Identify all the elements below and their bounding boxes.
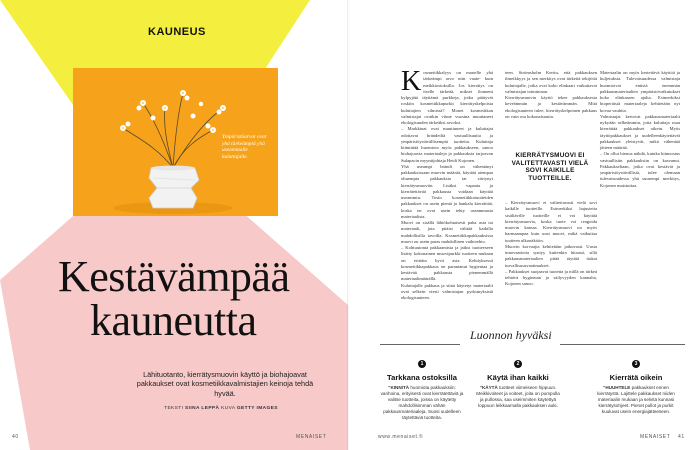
- article-title: [58, 252, 328, 345]
- tip-lead: “KINNITÄ: [388, 385, 410, 390]
- paragraph: Kierrätysmuovin käyttö tekee pakkauksesta keveämmän ja kestävämmän. Mitä ekologisuuteen tulee, kierrätyskelpoinen pakkaus on vain osa kokonaisuutta.: [505, 95, 597, 119]
- tip-2: [474, 352, 562, 409]
- paragraph: Valmistajat kertovat pakkausmateriaalit nykyään selkeämmin, jotta kuluttaja osaa kierrättää pakkaukset oikein. Myös täyttöpakkaukset ja uudelleenkäytettävät pakkaukset yleistyvät, mikä vähentää jätteen määrää.: [600, 113, 680, 150]
- page-number-left: 40: [12, 434, 19, 440]
- photo-caption: Ympäristöarvot ovat yhä tärkeämpiä yhä useammalle kuluttajalle.: [222, 134, 267, 160]
- tip-title: Tarkkana ostoksilla: [387, 373, 457, 382]
- article-column-1: [401, 66, 493, 301]
- byline: [116, 406, 326, 411]
- paragraph: Muovi on sisällä lähtökohtaisesti paha asia tai materiaali, jota pitäisi välttää kaikilla mahdollisilla tavoilla. Kosmetiikkapakkauksissa muovi on usein paras mahdollinen vaihtoehto.: [401, 220, 493, 244]
- paragraph: – On ollut hienoa nähdä, kuinka kiinnostus vastuullisiin pakkauksiin on kasvanut. Pakkaukseltaan, jotka ovat kestäviä ja ympäristöystävällisiä, tulee olemaan tulevaisuudessa yhä suurempi merkitys, Kojonen muistuttaa.: [600, 151, 680, 188]
- paragraph: Kuluttajalle pakkaus ja siinä käytetyt materiaalit ovat selkein viesti valmistajan pyrkimyksistä ekologisuuteen.: [401, 282, 493, 300]
- paragraph: – Kierrätysmuovi ei valitettavasti vielä sovi kaikille tuotteille. Esimerkiksi hajusteita sisältäville tuotteille ei voi käyttää kierrätysmuovia, koska tuote voi reagoida muovin kanssa. Kierrätysmuovi on myös harmaampaa kuin uusi muovi, mikä vaikuttaa tuotteen ulkonäköön.: [505, 200, 597, 243]
- hero-photo: [73, 68, 278, 216]
- article-column-2-top: [505, 70, 597, 120]
- page-gutter: [347, 0, 349, 450]
- tip-number: 2: [514, 360, 522, 368]
- paragraph: – Pakkaukset suojaavat tuotetta ja niillä on tärkeä tehtävä hygienian ja säilyvyyden kannalta, Kojonen sanoo.: [505, 268, 597, 287]
- paragraph: Materiaalin on myös kestettävä käyttöä ja kuljetuksia. Tulevaisuudessa valmistaja huomioivat entistä enemmän pakkausmateriaalien ympäristövaikutukset koko elinkaaren ajalta. Esimerkiksi bioperäisiä materiaaleja kehitetään nyt kovaa vauhtia.: [600, 70, 680, 113]
- paragraph: Muovin korvaajia kehitetään jatkuvasti. Uusia innovaatioita syntyy kuitenkin hitaasti, sillä pakkausmateriaalien pitää täyttää tiukat turvallisuusvaatimukset.: [505, 243, 597, 268]
- paragraph: – Markkinat ovat muuttuneet ja kuluttajat odottavat brändeiltä vastuullisuutta ja ympäristöystävällisempiä tuotteita. Kuluttaja kiinnittää huomiota myös pakkaukseen, sanoo biohajoavia materiaaleja ja pakkauksia tarjoavan Sulapacin myyntijohtaja Heidi Kojonen.: [401, 126, 493, 163]
- folio-right-url: www.menaiset.fi: [378, 434, 424, 440]
- drop-cap: K: [401, 66, 422, 97]
- section-label: KAUNEUS: [148, 26, 206, 38]
- byline-photo-credit: GETTY IMAGES: [236, 406, 278, 411]
- byline-text-label: TEKSTI: [164, 406, 184, 411]
- article-column-3: [600, 70, 680, 189]
- folio-left-magazine: MENAISET: [296, 434, 327, 440]
- byline-author: SIINA LEPPÄ: [185, 406, 220, 411]
- tip-lead: “HUUHTELE: [603, 385, 631, 390]
- tip-body: [474, 385, 562, 409]
- tip-text: pakkaukset ennen kierrätystä. Lajittele pakkaukset niiden materiaalin mukaan ja selvitä kunnasi kierrätysohjeet. Pienet pullot ja purkit kuuluvat usein energiajätteeseen.: [597, 385, 675, 414]
- tip-1: [378, 352, 466, 421]
- box-divider-left: [380, 344, 460, 345]
- pull-quote: KIERRÄTYSMUOVI EI VALITETTAVASTI VIELÄ SOVI KAIKILLE TUOTTEILLE.: [511, 152, 589, 183]
- article-column-2-bottom: [505, 200, 597, 288]
- tip-body: [592, 385, 680, 415]
- folio-right-magazine: MENAISET: [640, 434, 671, 440]
- tip-3: [592, 352, 680, 415]
- byline-photo-label: KUVA: [221, 406, 236, 411]
- tip-text: huomiota pakkauksiin: vanhoina, erityisesti ovat kierrätettäviä ja valitse tuotteita, joissa on käytetty mahdollisimman vähän pakkausmateriaaleja. Suosi uudelleen täytettäviä tuotteita.: [380, 385, 464, 420]
- article-lede: Lähituotanto, kierrätysmuovin käyttö ja biohajoavat pakkaukset ovat kosmetiikkavalmistajien keinoja tehdä hyvää.: [136, 370, 314, 398]
- paragraph: – Kohtuutonta pakkaamista ja jaiksi tuotteeseen lisätty kokonainen muovipurkki tuotteen mukaan on erittäin hyvä asia. Kehityksessä kosmetiikkapakkaus on parantanut hygieniaa ja kestävää pakkausta pienemmällä materiaalimäärällä.: [401, 245, 493, 282]
- tip-text: tuotteet viimeiseen hippuun. Meikkivoiteet ja voiteet, joita on pumpulla ja pullossa, saa useimmiten käytettyä loppuun leikkaamalla pakkauksen auki.: [476, 385, 560, 408]
- title-line-2: kauneutta: [90, 296, 257, 345]
- tip-lead: “KÄYTÄ: [479, 385, 498, 390]
- box-divider-right: [560, 344, 685, 345]
- tip-number: 1: [418, 360, 426, 368]
- tip-title: Käytä ihan kaikki: [487, 373, 549, 382]
- paragraph: osmetiikkalyys on monelle yhä tärkeämpi arvo niin vaate- kuin meikkiostoksilla. Jos kierrätys on itselle tärkeää, miksei ilonneni kylpyjätä täyttämä purkkeja, jotka päätyvät roskiin kosmetiikkapurkit kierrätyskelpoisia kuluttajien silmissä? Monet kosmetiikan valmistajat ovatkin viime vuosina muuttaneet ekologisuuden tärkeäksi arvoksi.: [401, 70, 493, 125]
- paragraph: Yhä useampi brändi on vähentänyt pakkauksissaan muovin määrää, käyttää aiempaa ohuempia pakkauksia tai siirtynyt kierrätysmuoviin. Lisäksi vapaata ja kierrätettävää pakkausta voidaan käyttää useammin. Tosin kosmetiikkatuotteiden pakkaukset on usein pieniä ja hankala kierrättää, koska ne ovat usein tehty useammasta materiaalista.: [401, 163, 493, 219]
- tip-number: 3: [632, 360, 640, 368]
- folio-left: [12, 434, 234, 440]
- tip-body: [378, 385, 466, 421]
- paragraph: teen. Strömsholm Kerttu, että pakkauksen ilmeikkyys ja sen merkitys ovat tärkeitä tekijöitä kuluttajalle, jotka ovat koko elinkaari vaikuttavat valmistajan toimintaan.: [505, 70, 597, 94]
- page-number-right: 41: [678, 434, 685, 440]
- tip-title: Kierrätä oikein: [609, 373, 663, 382]
- title-line-1: Kestävämpää: [58, 252, 290, 301]
- tips-box-title: Luonnon hyväksi: [470, 328, 552, 342]
